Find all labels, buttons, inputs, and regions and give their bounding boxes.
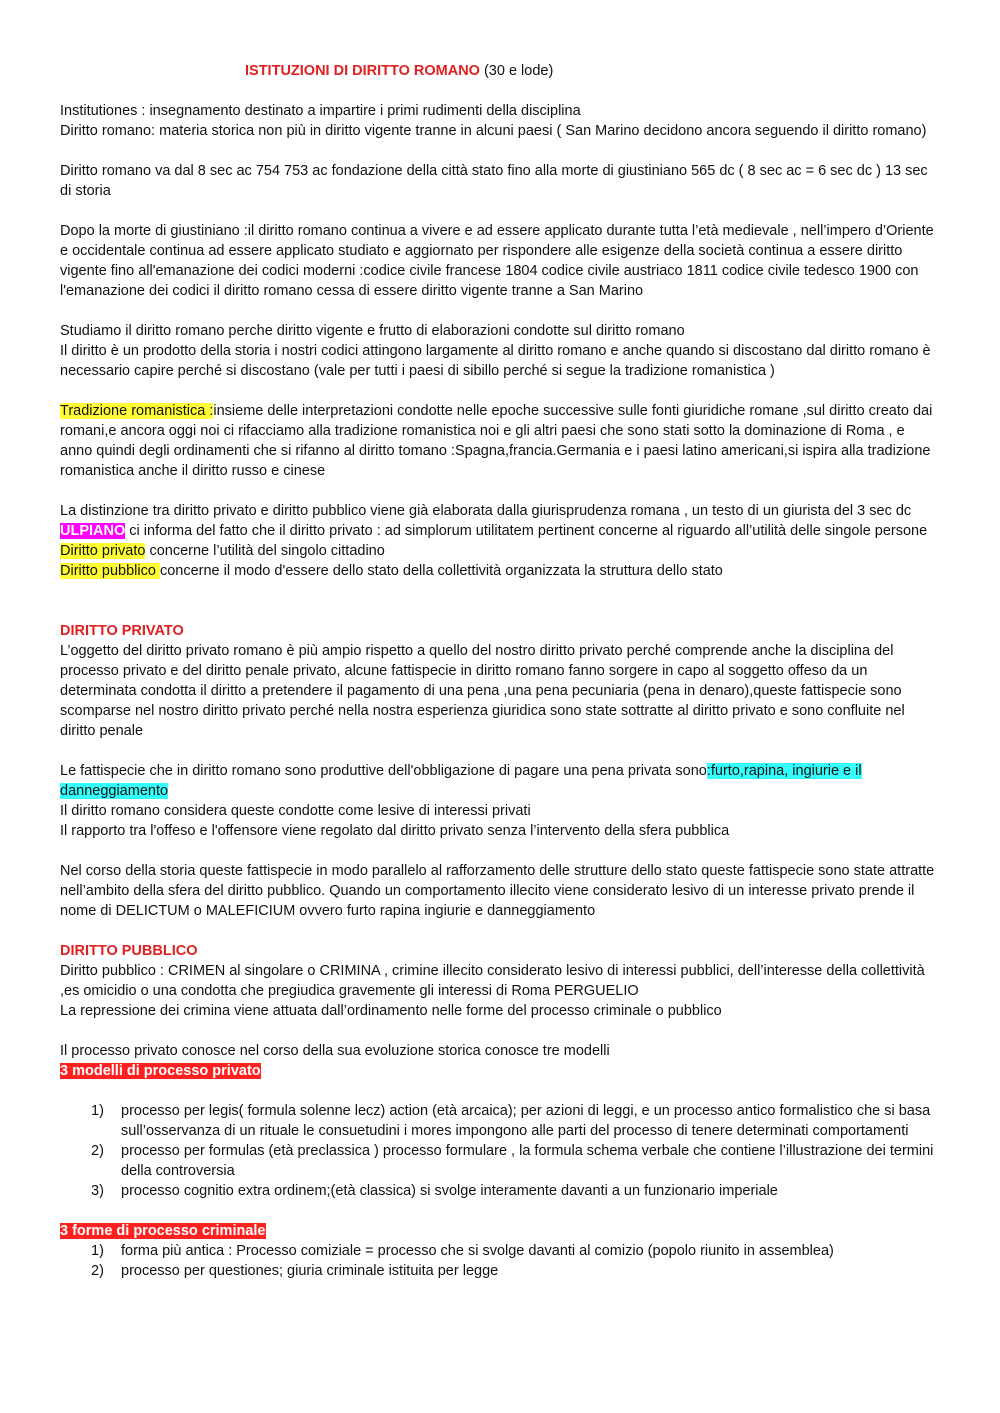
privato-p2-text: Le fattispecie che in diritto romano sono produttive dell'obbligazione di pagare una pena privata sono — [60, 763, 707, 779]
list-item — [60, 1181, 940, 1201]
spacer — [60, 381, 940, 401]
pubblico-definition — [60, 561, 940, 581]
spacer — [60, 841, 940, 861]
list-item — [60, 1101, 940, 1141]
intro-line-1: Institutiones : insegnamento destinato a impartire i primi rudimenti della disciplina — [60, 103, 581, 119]
models-list — [60, 1101, 940, 1201]
offenses-highlight: :furto,rapina, ingiurie e il danneggiamento — [60, 763, 862, 799]
distinction-paragraph — [60, 501, 940, 541]
models-heading-highlight: 3 modelli di processo privato — [60, 1063, 261, 1079]
privato-paragraph-1: L’oggetto del diritto privato romano è più ampio rispetto a quello del nostro diritto privato perché comprende anche la disciplina del processo privato e del diritto penale privato, alcune fattispecie in diritto romano fanno sorgere in capo al soggetto offeso da un determinata condotta il diritto a pretendere il pagamento di una pena ,una pena pecuniaria (pena in denaro),queste fattispecie sono scomparse nel nostro diritto privato perché nella nostra esperienza giuridica sono state sottratte al diritto privato e sono confluite nel diritto penale — [60, 643, 905, 739]
forms-heading-highlight: 3 forme di processo criminale — [60, 1223, 266, 1239]
privato-paragraph-3: Nel corso della storia queste fattispecie in modo parallelo al rafforzamento delle strutture dello stato queste fattispecie sono state attratte nell’ambito della sfera del diritto pubblico. Quando un comportamento illecito viene considerato lesivo di un interesse privato prende il nome di DELICTUM o MALEFICIUM ovvero furto rapina ingiurie e danneggiamento — [60, 863, 935, 919]
pubblico-line-2: La repressione dei crimina viene attuata dall’ordinamento nelle forme del processo criminale o pubblico — [60, 1003, 722, 1019]
forms-list — [60, 1241, 940, 1281]
ulpiano-highlight: ULPIANO — [60, 523, 126, 539]
list-item — [60, 1261, 940, 1281]
spacer — [60, 141, 940, 161]
forms-heading — [60, 1221, 940, 1241]
spacer — [60, 481, 940, 501]
pubblico-line-3: Il processo privato conosce nel corso della sua evoluzione storica conosce tre modelli — [60, 1043, 610, 1059]
spacer — [60, 581, 940, 601]
spacer — [60, 601, 940, 621]
privato-definition — [60, 541, 940, 561]
tradition-term-highlight: Tradizione romanistica : — [60, 403, 214, 419]
title-suffix: (30 e lode) — [479, 63, 554, 79]
list-item — [60, 1141, 940, 1181]
intro-line-2: Diritto romano: materia storica non più in diritto vigente tranne in alcuni paesi ( San Marino decidono ancora seguendo il diritto romano) — [60, 123, 927, 139]
privato-p2-line-2: Il diritto romano considera queste condotte come lesive di interessi privati — [60, 803, 531, 819]
pubblico-definition-text: concerne il modo d'essere dello stato della collettività organizzata la struttura dello stato — [159, 563, 723, 579]
list-item-text: processo per legis( formula solenne lecz) action (età arcaica); per azioni di leggi, e un processo antico formalistico che si basa sull’osservanza di un rituale le consuetudini i mores impongono alle parti del processo di tenere determinati comportamenti — [121, 1103, 931, 1139]
study-line-2: Il diritto è un prodotto della storia i nostri codici attingono largamente al diritto romano e anche quando si discostano dal diritto romano è necessario capire perché si discostano (vale per tutti i paesi di sibillo perché si segue la tradizione romanistica ) — [60, 343, 931, 379]
title-main: ISTITUZIONI DI DIRITTO ROMANO — [245, 63, 480, 79]
tradition-text: insieme delle interpretazioni condotte nelle epoche successive sulle fonti giuridiche romane ,sul diritto creato dai romani,e ancora oggi noi ci rifacciamo alla tradizione romanistica noi e gli altri paesi che sono stati sotto la dominazione di Roma , e anno quindi degli ordinamenti che si rifanno al diritto tomano :Spagna,francia.Germania e i paesi latino americani,si ispira alla tradizione romanistica anche il diritto russo e cinese — [60, 403, 933, 479]
spacer — [60, 1021, 940, 1041]
list-item-number: 2) — [91, 1263, 104, 1279]
list-item-number: 1) — [91, 1243, 104, 1259]
study-line-1: Studiamo il diritto romano perche diritto vigente e frutto di elaborazioni condotte sul diritto romano — [60, 323, 685, 339]
list-item-number: 1) — [91, 1103, 104, 1119]
spacer — [60, 301, 940, 321]
timeline-paragraph: Diritto romano va dal 8 sec ac 754 753 ac fondazione della città stato fino alla morte di giustiniano 565 dc ( 8 sec ac = 6 sec dc ) 13 sec di storia — [60, 163, 928, 199]
distinction-text-after: ci informa del fatto che il diritto privato : ad simplorum utilitatem pertinent concerne al riguardo all’utilità delle singole persone — [125, 523, 928, 539]
tradition-paragraph — [60, 401, 940, 481]
list-item-text: processo cognitio extra ordinem;(età classica) si svolge interamente davanti a un funzionario imperiale — [121, 1183, 778, 1199]
pubblico-line-1: Diritto pubblico : CRIMEN al singolare o CRIMINA , crimine illecito considerato lesivo di interessi pubblici, dell’interesse della collettività ,es omicidio o una condotta che pregiudica gravemente gli interessi di Roma PERGUELIO — [60, 963, 925, 999]
list-item-text: processo per formulas (età preclassica ) processo formulare , la formula schema verbale che contiene l’illustrazione dei termini della controversia — [121, 1143, 934, 1179]
list-item-text: processo per questiones; giuria criminale istituita per legge — [121, 1263, 499, 1279]
section-heading-pubblico: DIRITTO PUBBLICO — [60, 943, 198, 959]
privato-term-highlight: Diritto privato — [60, 543, 146, 559]
spacer — [60, 1201, 940, 1221]
list-item-number: 2) — [91, 1143, 104, 1159]
list-item-text: forma più antica : Processo comiziale = processo che si svolge davanti al comizio (popolo riunito in assemblea) — [121, 1243, 834, 1259]
models-heading — [60, 1061, 940, 1081]
pubblico-term-highlight: Diritto pubblico — [60, 563, 160, 579]
document-title — [60, 61, 940, 81]
privato-definition-text: concerne l’utilità del singolo cittadino — [145, 543, 385, 559]
spacer — [60, 741, 940, 761]
list-item-number: 3) — [91, 1183, 104, 1199]
distinction-text-before: La distinzione tra diritto privato e diritto pubblico viene già elaborata dalla giurisprudenza romana , un testo di un giurista del 3 sec dc — [60, 503, 912, 519]
list-item — [60, 1241, 940, 1261]
spacer — [60, 1081, 940, 1101]
spacer — [60, 921, 940, 941]
after-death-paragraph: Dopo la morte di giustiniano :il diritto romano continua a vivere e ad essere applicato durante tutta l’età medievale , nell’impero d’Oriente e occidentale continua ad essere applicato studiato e aggiornato per rispondere alle esigenze della società continua a essere diritto vigente fino all'emanazione dei codici moderni :codice civile francese 1804 codice civile austriaco 1811 codice civile tedesco 1900 con l'emanazione dei codici il diritto romano cessa di essere diritto vigente tranne a San Marino — [60, 223, 934, 299]
privato-p2-line-3: Il rapporto tra l'offeso e l'offensore viene regolato dal diritto privato senza l’intervento della sfera pubblica — [60, 823, 730, 839]
spacer — [60, 201, 940, 221]
section-heading-privato: DIRITTO PRIVATO — [60, 623, 184, 639]
privato-paragraph-2 — [60, 761, 940, 801]
document-body — [60, 61, 940, 1281]
